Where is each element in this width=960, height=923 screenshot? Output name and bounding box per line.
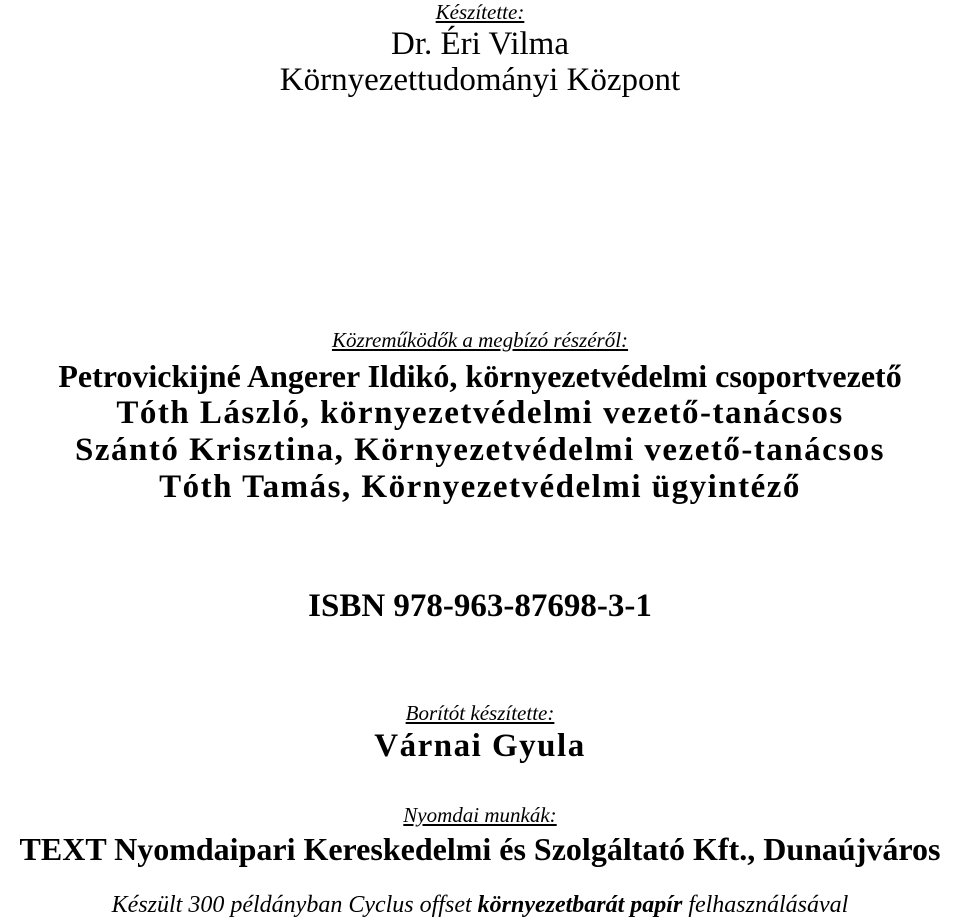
isbn: ISBN 978-963-87698-3-1 [308,588,652,624]
contributor-3: Szántó Krisztina, Környezetvédelmi vezető-tanácsos [75,432,885,468]
footer-suffix: felhasználásával [682,892,849,918]
footer-emphasis: környezetbarát papír [477,892,683,918]
preparer-label: Készítette: [435,0,525,24]
cover-name: Várnai Gyula [374,728,586,764]
contributor-4: Tóth Tamás, Környezetvédelmi ügyintéző [159,469,801,505]
cover-label: Borítót készítette: [405,701,555,725]
preparer-org: Környezettudományi Központ [279,62,681,98]
footer-prefix: Készült 300 példányban Cyclus offset [111,892,478,918]
contributor-2: Tóth László, környezetvédelmi vezető-tanácsos [116,395,844,431]
printing-label: Nyomdai munkák: [403,803,557,827]
footer-note [0,893,960,917]
preparer-name: Dr. Éri Vilma [391,26,569,62]
contributors-label: Közreműködők a megbízó részéről: [331,328,629,352]
printing-company: TEXT Nyomdaipari Kereskedelmi és Szolgáltató Kft., Dunaújváros [19,831,941,867]
contributor-1: Petrovickijné Angerer Ildikó, környezetvédelmi csoportvezető [58,358,902,394]
